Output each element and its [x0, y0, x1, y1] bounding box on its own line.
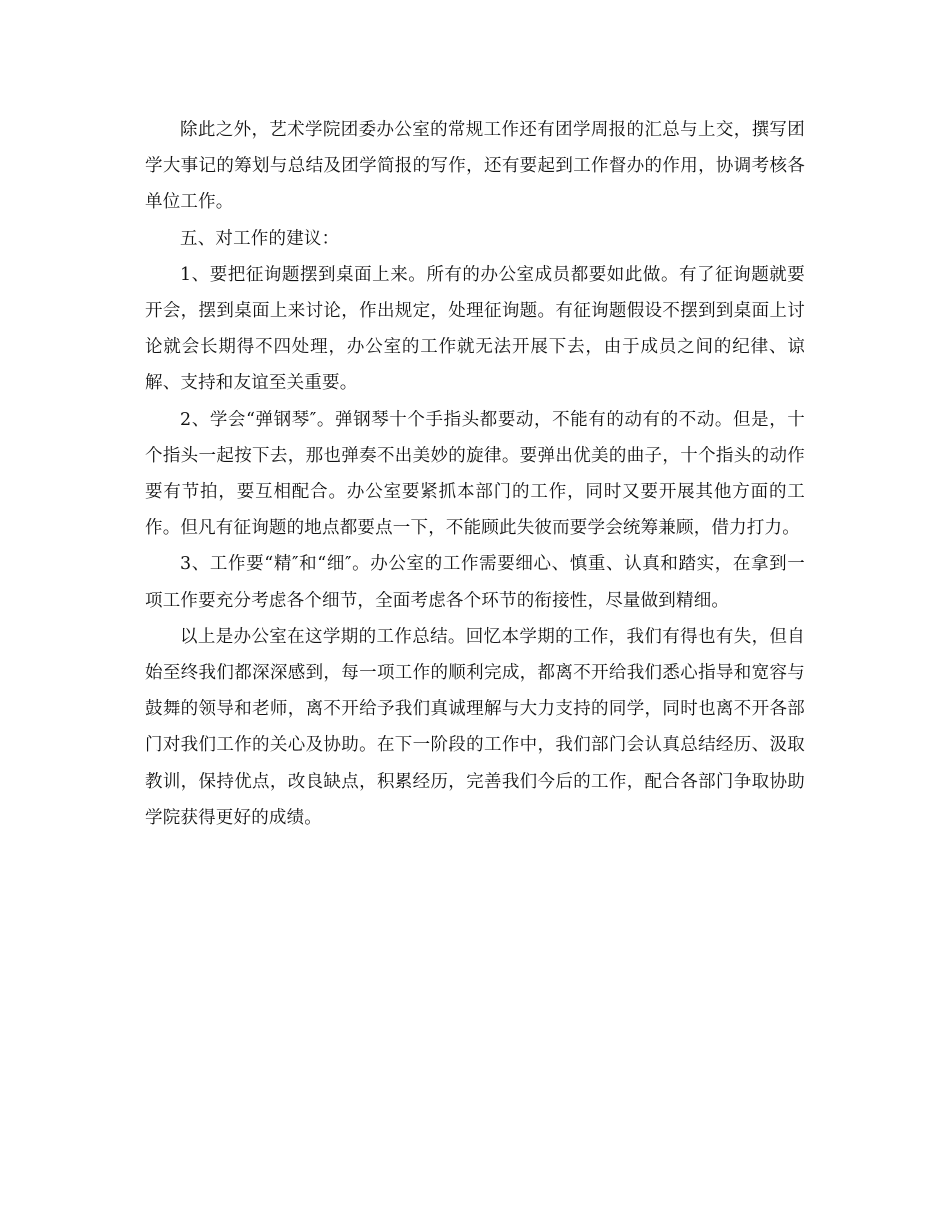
- paragraph-routine-work: 除此之外，艺术学院团委办公室的常规工作还有团学周报的汇总与上交，撰写团学大事记的筹划与总结及团学简报的写作，还有要起到工作督办的作用，协调考核各单位工作。: [145, 120, 805, 213]
- paragraph-suggestion-2: 2、学会“弹钢琴″。弹钢琴十个手指头都要动，不能有的动有的不动。但是，十个指头一起按下去，那也弹奏不出美妙的旋律。要弹出优美的曲子，十个指头的动作要有节拍，要互相配合。办公室要紧抓本部门的工作，同时又要开展其他方面的工作。但凡有征询题的地点都要点一下，不能顾此失彼而要学会统筹兼顾，借力打力。: [145, 409, 805, 539]
- document-page: [145, 112, 805, 836]
- paragraph-conclusion: 以上是办公室在这学期的工作总结。回忆本学期的工作，我们有得也有失，但自始至终我们都深深感到，每一项工作的顺利完成，都离不开给我们悉心指导和宽容与鼓舞的领导和老师，离不开给予我们真诚理解与大力支持的同学，同时也离不开各部门对我们工作的关心及协助。在下一阶段的工作中，我们部门会认真总结经历、汲取教训，保持优点，改良缺点，积累经历，完善我们今后的工作，配合各部门争取协助学院获得更好的成绩。: [145, 626, 805, 828]
- paragraph-suggestion-1: 1、要把征询题摆到桌面上来。所有的办公室成员都要如此做。有了征询题就要开会，摆到桌面上来讨论，作出规定，处理征询题。有征询题假设不摆到到桌面上讨论就会长期得不四处理，办公室的工作就无法开展下去，由于成员之间的纪律、谅解、支持和友谊至关重要。: [145, 264, 805, 394]
- paragraph-suggestion-3: 3、工作要“精″和“细″。办公室的工作需要细心、慎重、认真和踏实，在拿到一项工作要充分考虑各个细节，全面考虑各个环节的衔接性，尽量做到精细。: [145, 554, 805, 611]
- section-heading-suggestions: 五、对工作的建议：: [180, 228, 340, 249]
